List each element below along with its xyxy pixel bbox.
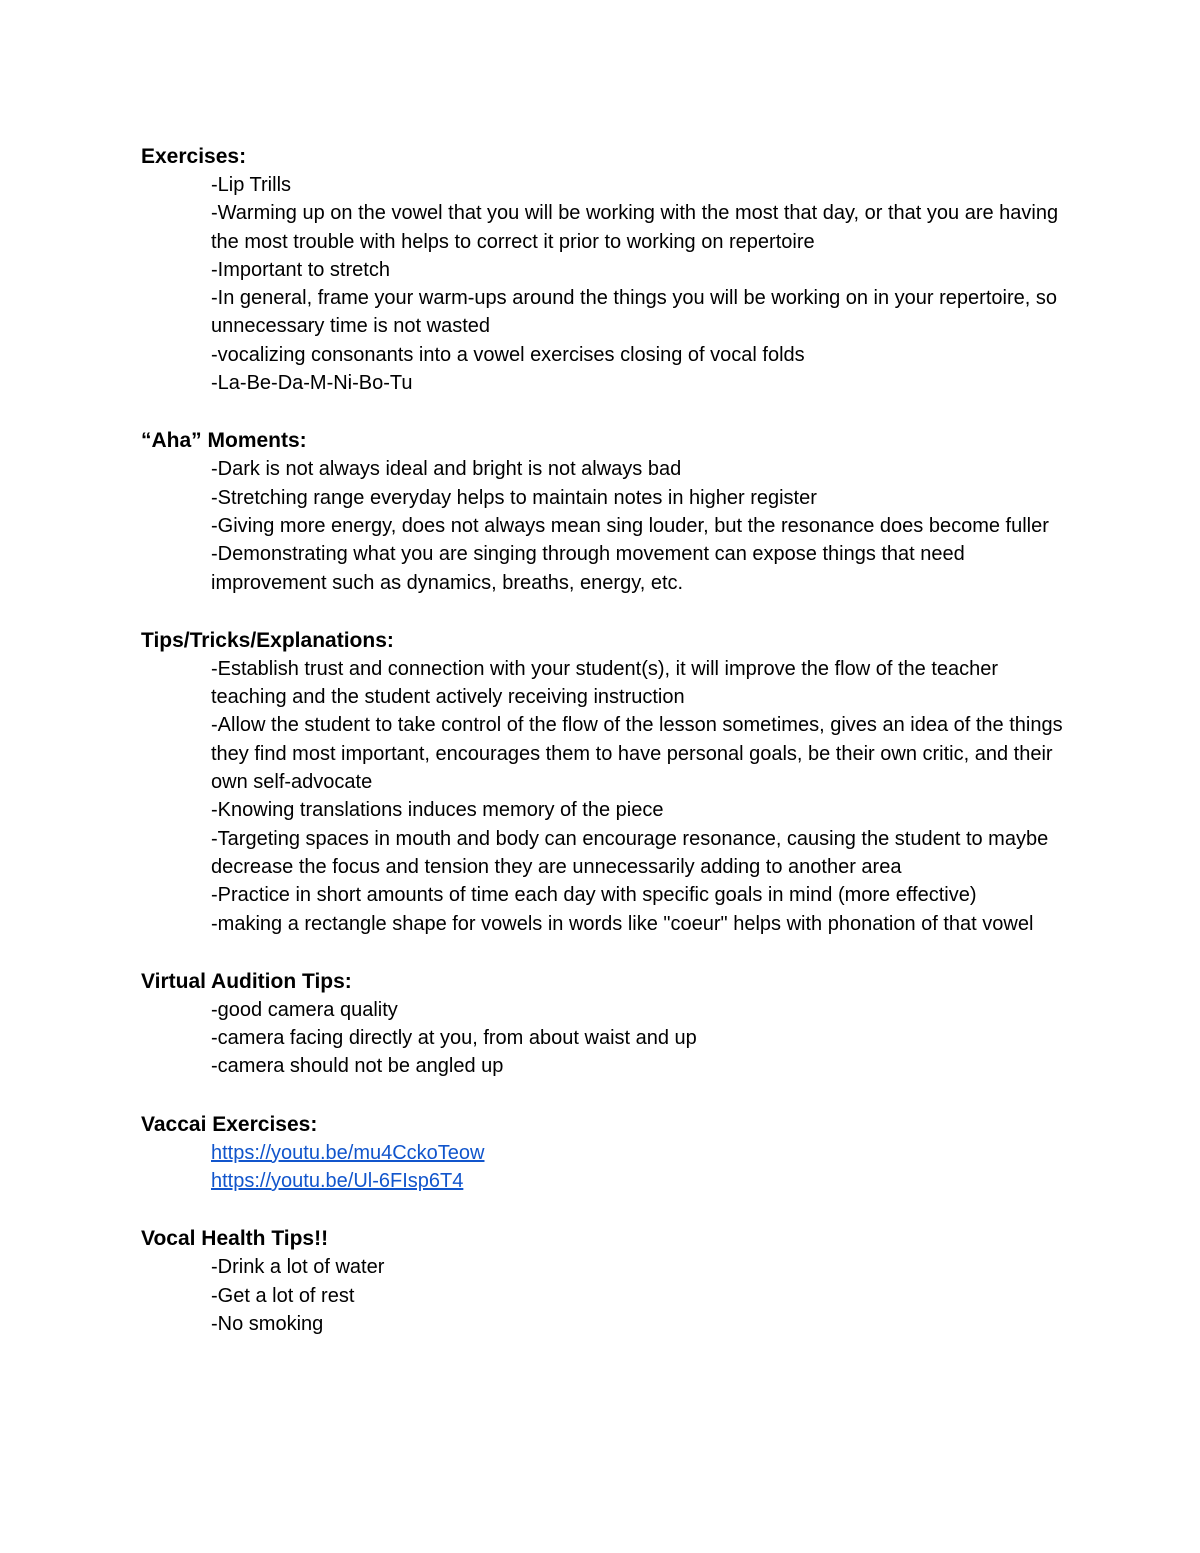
list-item: -Lip Trills [211, 174, 292, 196]
youtube-link[interactable]: https://youtu.be/Ul-6FIsp6T4 [211, 1170, 464, 1193]
list-item: -good camera quality [211, 998, 398, 1021]
link-list [141, 1139, 1071, 1196]
list-item: -Giving more energy, does not always mean sing louder, but the resonance does become fuller [211, 514, 1049, 537]
list-item: -Targeting spaces in mouth and body can encourage resonance, causing the student to maybe decrease the focus and tension they are unnecessarily adding to another area [211, 827, 1049, 878]
list-item: -Warming up on the vowel that you will be working with the most that day, or that you are having the most trouble with helps to correct it prior to working on repertoire [211, 202, 1059, 253]
list-item: -vocalizing consonants into a vowel exercises closing of vocal folds [211, 343, 805, 366]
list-item: -making a rectangle shape for vowels in words like "coeur" helps with phonation of that vowel [211, 912, 1034, 935]
youtube-link[interactable]: https://youtu.be/mu4CckoTeow [211, 1141, 485, 1164]
list-item: -In general, frame your warm-ups around the things you will be working on in your repertoire, so unnecessary time is not wasted [211, 287, 1057, 338]
section-virtual-audition [141, 967, 1071, 1081]
list-item: -Allow the student to take control of the flow of the lesson sometimes, gives an idea of the things they find most important, encourages them to have personal goals, be their own critic, and their own self-advocate [211, 714, 1063, 794]
section-aha-moments [141, 426, 1071, 596]
list-item: -Knowing translations induces memory of the piece [211, 799, 664, 822]
bullet-list [141, 655, 1071, 938]
section-heading: “Aha” Moments: [141, 429, 307, 453]
list-item: -Establish trust and connection with your student(s), it will improve the flow of the teacher teaching and the student actively receiving instruction [211, 657, 999, 709]
section-heading: Vaccai Exercises: [141, 1112, 318, 1136]
bullet-list [141, 996, 1071, 1081]
list-item: -La-Be-Da-M-Ni-Bo-Tu [211, 372, 413, 395]
list-item: -Demonstrating what you are singing through movement can expose things that need improvement such as dynamics, breaths, energy, etc. [211, 543, 965, 594]
list-item: -Drink a lot of water [211, 1256, 385, 1279]
list-item [211, 1167, 1071, 1195]
list-item: -Dark is not always ideal and bright is not always bad [211, 458, 682, 481]
list-item: -Practice in short amounts of time each day with specific goals in mind (more effective) [211, 884, 977, 907]
section-exercises [141, 142, 1071, 397]
list-item: -camera facing directly at you, from about waist and up [211, 1027, 697, 1050]
section-heading: Vocal Health Tips!! [141, 1227, 329, 1251]
bullet-list [141, 1253, 1071, 1338]
section-vaccai-exercises [141, 1110, 1071, 1196]
section-heading: Tips/Tricks/Explanations: [141, 628, 394, 652]
section-tips-tricks [141, 626, 1071, 938]
list-item [211, 1139, 1071, 1167]
list-item: -No smoking [211, 1312, 324, 1335]
document-body [141, 142, 1071, 1367]
list-item: -Important to stretch [211, 258, 390, 281]
bullet-list [141, 455, 1071, 596]
section-heading: Exercises: [141, 145, 247, 168]
list-item: -camera should not be angled up [211, 1055, 504, 1078]
section-vocal-health [141, 1224, 1071, 1338]
list-item: -Stretching range everyday helps to maintain notes in higher register [211, 486, 817, 509]
bullet-list [141, 171, 1071, 397]
list-item: -Get a lot of rest [211, 1284, 355, 1307]
section-heading: Virtual Audition Tips: [141, 969, 352, 993]
